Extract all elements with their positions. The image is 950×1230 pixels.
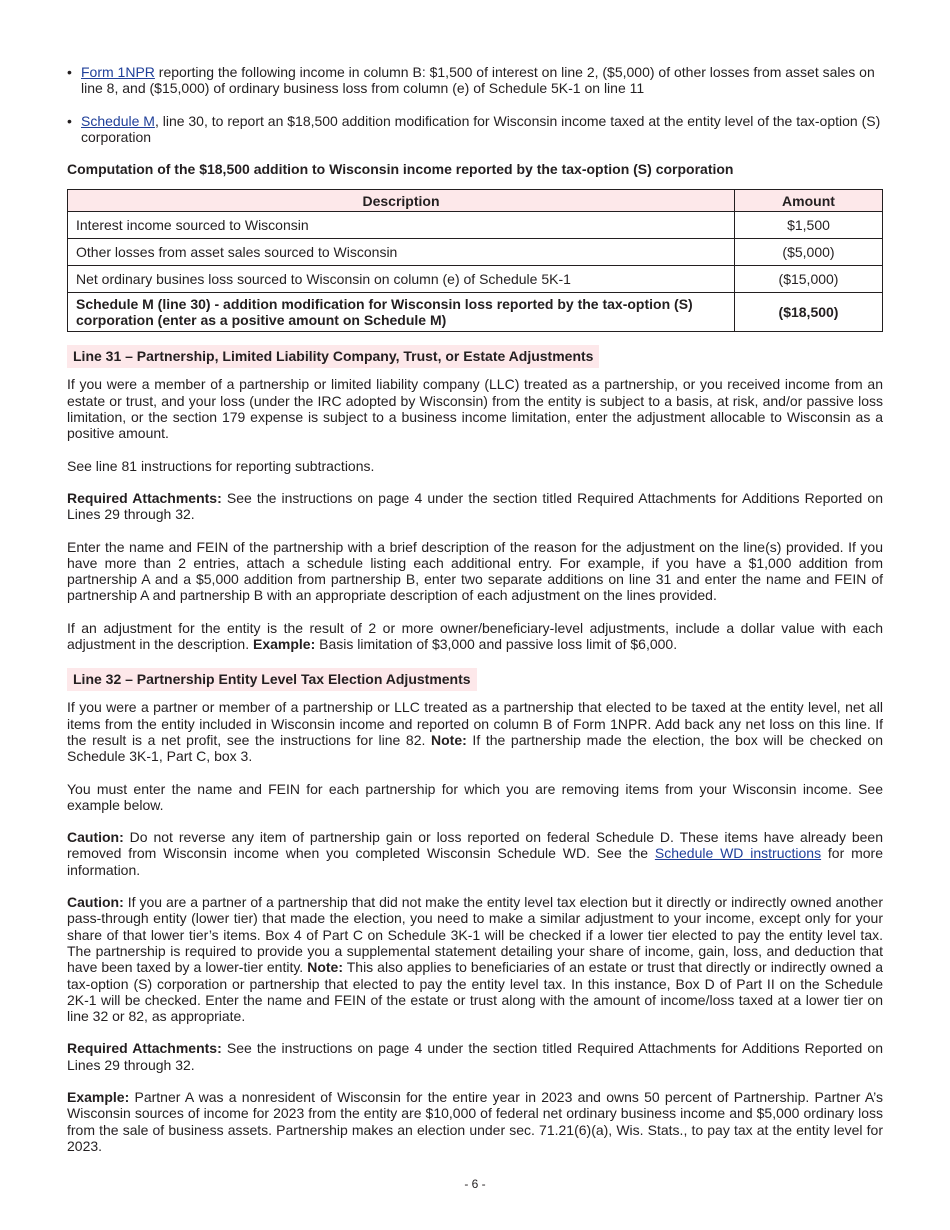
paragraph-text: See the instructions on page 4 under the section titled Required Attachments for Additions Reported on Lines 29 through 32. (67, 1040, 883, 1073)
bullet-item (67, 64, 883, 97)
line-31-paragraph: If you were a member of a partnership or limited liability company (LLC) treated as a partnership, or you received income from an estate or trust, and your loss (under the IRC adopted by Wisconsin) from the entity is subject to a basis, at risk, and/or passive loss limitation, or the section 179 expense is subject to a business income limitation, enter the adjustment allocable to Wisconsin as a positive amount. (67, 376, 883, 442)
bold-label: Example: (253, 636, 316, 653)
bullet-text: , line 30, to report an $18,500 addition modification for Wisconsin income taxed at the entity level of the tax-option (S) corporation (81, 112, 881, 145)
line-32-paragraph (67, 699, 883, 764)
page-number: - 6 - (464, 1177, 486, 1191)
line-32-paragraph (67, 1040, 883, 1073)
paragraph-text: If an adjustment for the entity is the result of 2 or more owner/beneficiary-level adjustments, include a dollar value with each adjustment in the description. (67, 619, 883, 653)
bullet-dot: • (67, 64, 72, 80)
bold-label: Required Attachments: (67, 489, 222, 506)
paragraph-text: This also applies to beneficiaries of an estate or trust that directly or indirectly owned a tax-option (S) corporation or partnership that elected to pay the entity level tax. In this instance, Box D of Part II on the Schedule 2K-1 will be checked. Enter the name and FEIN of the estate or trust along with the amount of income/loss taxed at a lower tier on line 32 or 82, as appropriate. (67, 959, 883, 1025)
line-31-paragraph (67, 490, 883, 523)
bullet-text: reporting the following income in column B: $1,500 of interest on line 2, ($5,000) of other losses from asset sales on line 8, and ($15,000) of ordinary business loss from column (e) of Schedule 5K-1 on line 11 (81, 64, 875, 97)
line-32-heading: Line 32 – Partnership Entity Level Tax Election Adjustments (67, 668, 477, 691)
row-amount: ($15,000) (735, 266, 883, 293)
table-caption: Computation of the $18,500 addition to Wisconsin income reported by the tax-option (S) corporation (67, 161, 734, 178)
line-31-heading: Line 31 – Partnership, Limited Liability Company, Trust, or Estate Adjustments (67, 345, 599, 368)
bold-label: Example: (67, 1088, 130, 1105)
table-row (68, 266, 883, 293)
bold-label: Required Attachments: (67, 1040, 222, 1057)
bold-label: Note: (431, 731, 467, 748)
line-32-paragraph (67, 1089, 883, 1154)
row-amount: ($5,000) (735, 239, 883, 266)
schedule-m-link[interactable]: Schedule M (81, 112, 155, 129)
bold-label: Note: (307, 959, 343, 976)
bullet-item (67, 113, 883, 146)
row-description: Interest income sourced to Wisconsin (68, 212, 735, 239)
schedule-wd-instructions-link[interactable]: Schedule WD instructions (654, 845, 822, 862)
bold-label: Caution: (67, 894, 124, 911)
paragraph-text: for more information. (67, 845, 883, 878)
page-content (67, 64, 883, 1170)
form-1npr-link[interactable]: Form 1NPR (81, 64, 155, 80)
line-32-paragraph: You must enter the name and FEIN for each partnership for which you are removing items from your Wisconsin income. See example below. (67, 780, 883, 813)
column-header-description: Description (68, 190, 735, 212)
row-amount: ($18,500) (735, 293, 883, 332)
row-description: Net ordinary busines loss sourced to Wisconsin on column (e) of Schedule 5K-1 (68, 266, 735, 293)
paragraph-text: If the partnership made the election, the box will be checked on Schedule 3K-1, Part C, box 3. (67, 731, 883, 765)
table-total-row (68, 293, 883, 332)
bullet-dot: • (67, 112, 72, 129)
paragraph-text: Basis limitation of $3,000 and passive loss limit of $6,000. (315, 636, 678, 653)
line-32-paragraph (67, 894, 883, 1024)
paragraph-text: See the instructions on page 4 under the section titled Required Attachments for Additions Reported on Lines 29 through 32. (67, 489, 883, 523)
bold-label: Caution: (67, 829, 124, 846)
line-31-paragraph: See line 81 instructions for reporting subtractions. (67, 457, 375, 474)
paragraph-text: Do not reverse any item of partnership gain or loss reported on federal Schedule D. These items have already been removed from Wisconsin income when you completed Wisconsin Schedule WD. See the (67, 829, 883, 862)
paragraph-text: If you were a partner or member of a partnership or LLC treated as a partnership that elected to be taxed at the entity level, net all items from the entity included in Wisconsin income and reported on column B of Form 1NPR. Add back any net loss on this line. If the result is a net profit, see the instructions for line 82. (67, 699, 883, 748)
row-description: Schedule M (line 30) - addition modification for Wisconsin loss reported by the tax-option (S) corporation (enter as a positive amount on Schedule M) (68, 293, 735, 332)
row-amount: $1,500 (735, 212, 883, 239)
line-31-paragraph (67, 620, 883, 653)
line-32-paragraph (67, 829, 883, 878)
table-row (68, 212, 883, 239)
line-31-paragraph: Enter the name and FEIN of the partnership with a brief description of the reason for the adjustment on the line(s) provided. If you have more than 2 entries, attach a schedule listing each additional entry. For example, if you have a $1,000 addition from partnership A and a $5,000 addition from partnership B, enter two separate additions on line 31 and enter the name and FEIN of partnership A and partnership B with an appropriate description of each adjustment on the lines provided. (67, 538, 883, 604)
paragraph-text: Partner A was a nonresident of Wisconsin for the entire year in 2023 and owns 50 percent of Partnership. Partner A’s Wisconsin sources of income for 2023 from the entity are $10,000 of federal net ordinary business income and $5,000 ordinary loss from the sale of business assets. Partnership makes an election under sec. 71.21(6)(a), Wis. Stats., to pay tax at the entity level for 2023. (67, 1088, 883, 1154)
computation-table (67, 189, 883, 332)
table-row (68, 239, 883, 266)
row-description: Other losses from asset sales sourced to Wisconsin (68, 239, 735, 266)
column-header-amount: Amount (735, 190, 883, 212)
paragraph-text: If you are a partner of a partnership that did not make the entity level tax election but it directly or indirectly owned another pass-through entity (lower tier) that made the election, you need to make a similar adjustment to your income, except only for your share of that lower tier’s items. Box 4 of Part C on Schedule 3K-1 will be checked if a lower tier elected to pay the entity level tax. The partnership is required to provide you a supplemental statement detailing your share of income, gain, loss, and deduction that have been taxed by a lower-tier entity. (67, 894, 883, 976)
